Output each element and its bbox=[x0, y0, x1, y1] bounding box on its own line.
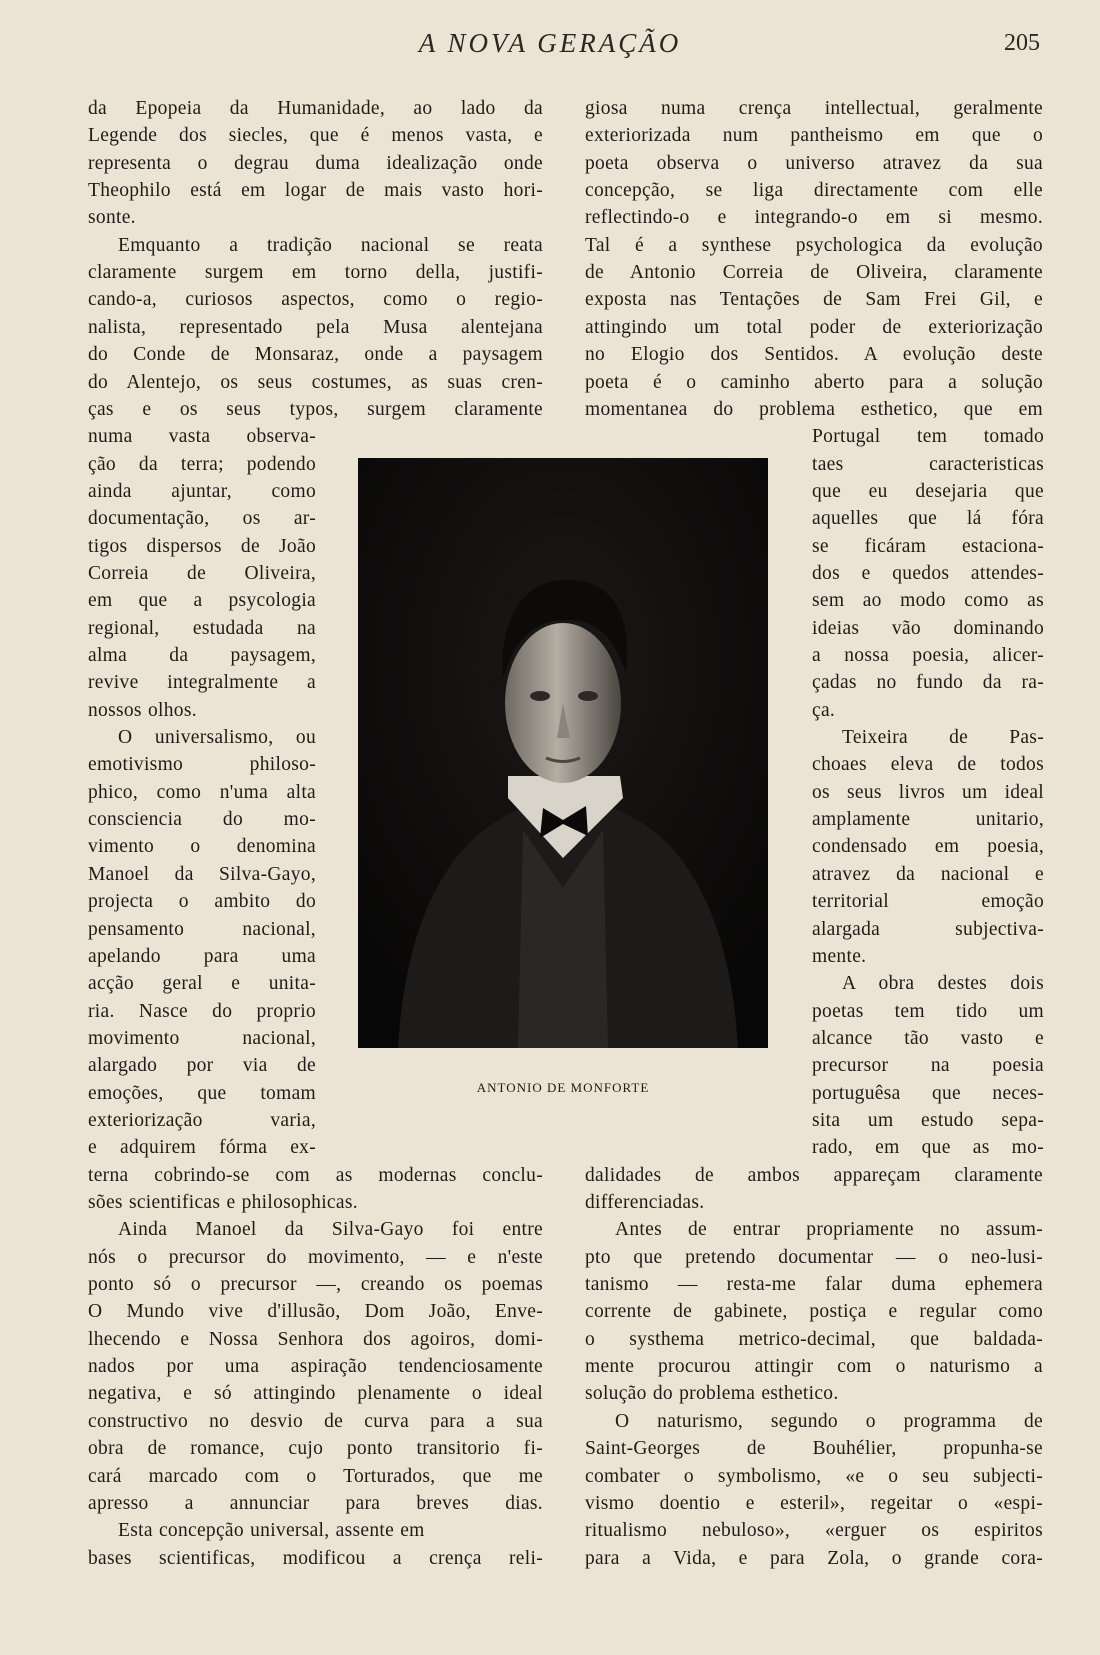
left-col-line: movimento nacional, bbox=[88, 1027, 316, 1049]
right-col-line: a nossa poesia, alicer- bbox=[812, 645, 1044, 666]
left-col-line: ainda ajuntar, como bbox=[88, 480, 316, 502]
right-col-line: taes caracteristicas bbox=[812, 453, 1044, 475]
right-col-line: Antes de entrar propriamente no assum- bbox=[615, 1219, 1043, 1241]
right-col-line: que eu desejaria que bbox=[812, 480, 1044, 502]
right-col-line: Saint-Georges de Bouhélier, propunha-se bbox=[585, 1438, 1043, 1460]
left-col-line: Legende dos siecles, que é menos vasta, e bbox=[88, 125, 543, 147]
left-col-line: negativa, e só attingindo plenamente o ideal bbox=[88, 1383, 543, 1405]
left-col-line: nossos olhos. bbox=[88, 699, 197, 721]
left-col-line: acção geral e unita- bbox=[88, 973, 316, 995]
left-col-line: da Epopeia da Humanidade, ao lado da bbox=[88, 98, 543, 119]
left-col-line: ças e os seus typos, surgem claramente bbox=[88, 398, 543, 420]
right-col-line: Portugal tem tomado bbox=[812, 426, 1044, 448]
right-col-line: vismo doentio e esteril», regeitar o «espi- bbox=[585, 1492, 1043, 1514]
left-col-line: e adquirem fórma ex- bbox=[88, 1137, 316, 1159]
left-col-line: ponto só o precursor —, creando os poemas bbox=[88, 1274, 543, 1296]
right-col-line: precursor na poesia bbox=[812, 1055, 1044, 1077]
left-col-line: do Conde de Monsaraz, onde a paysagem bbox=[88, 344, 543, 366]
right-col-line: reflectindo-o e integrando-o em si mesmo. bbox=[585, 207, 1043, 229]
right-col-line: sita um estudo sepa- bbox=[812, 1109, 1044, 1131]
right-col-line: rado, em que as mo- bbox=[812, 1137, 1044, 1159]
left-col-line: Ainda Manoel da Silva-Gayo foi entre bbox=[118, 1219, 543, 1241]
right-col-line: de Antonio Correia de Oliveira, claramente bbox=[585, 262, 1043, 284]
right-col-line: exteriorizada num pantheismo em que o bbox=[585, 125, 1043, 147]
left-col-line: numa vasta observa- bbox=[88, 426, 316, 448]
left-col-line: representa o degrau duma idealização onde bbox=[88, 152, 543, 174]
left-col-line: Manoel da Silva-Gayo, bbox=[88, 863, 316, 885]
left-col-line: ção da terra; podendo bbox=[88, 453, 316, 475]
left-col-line: vimento o denomina bbox=[88, 836, 316, 858]
left-col-line: revive integralmente a bbox=[88, 672, 316, 694]
left-col-line: lhecendo e Nossa Senhora dos agoiros, domi- bbox=[88, 1328, 543, 1350]
right-col-line: poeta observa o universo atravez da sua bbox=[585, 152, 1043, 174]
right-col-line: atravez da nacional e bbox=[812, 863, 1044, 885]
right-col-line: choaes eleva de todos bbox=[812, 754, 1044, 776]
right-col-line: no Elogio dos Sentidos. A evolução deste bbox=[585, 344, 1043, 366]
right-col-line: alcance tão vasto e bbox=[812, 1027, 1044, 1049]
right-col-line: o systhema metrico-decimal, que baldada- bbox=[585, 1328, 1043, 1350]
right-col-line: Teixeira de Pas- bbox=[842, 727, 1044, 749]
left-col-line: sões scientificas e philosophicas. bbox=[88, 1192, 358, 1213]
photo-caption: ANTONIO DE MONFORTE bbox=[476, 1080, 650, 1095]
left-col-line: sonte. bbox=[88, 207, 136, 229]
left-col-line: cará marcado com o Torturados, que me bbox=[88, 1465, 543, 1487]
right-col-line: corrente de gabinete, postiça e regular como bbox=[585, 1301, 1043, 1323]
portrait-photograph bbox=[358, 458, 768, 1048]
left-col-line: terna cobrindo-se com as modernas conclu- bbox=[88, 1164, 543, 1186]
right-col-line: alargada subjectiva- bbox=[812, 918, 1044, 940]
left-col-line: pensamento nacional, bbox=[88, 918, 316, 940]
left-col-line: apelando para uma bbox=[88, 945, 316, 967]
left-col-line: exteriorização varia, bbox=[88, 1109, 316, 1131]
left-col-line: documentação, os ar- bbox=[88, 508, 316, 530]
left-col-line: em que a psycologia bbox=[88, 590, 316, 612]
left-col-line: projecta o ambito do bbox=[88, 891, 316, 913]
right-col-line: se ficáram estaciona- bbox=[812, 535, 1044, 557]
left-col-line: Theophilo está em logar de mais vasto hori- bbox=[88, 180, 543, 202]
right-col-line: solução do problema esthetico. bbox=[585, 1383, 839, 1405]
right-col-line: mente. bbox=[812, 945, 867, 967]
right-col-line: mente procurou attingir com o naturismo a bbox=[585, 1356, 1043, 1378]
left-col-line: Esta concepção universal, assente em bbox=[118, 1520, 425, 1542]
right-col-line: ça. bbox=[812, 699, 836, 721]
left-col-line: O universalismo, ou bbox=[118, 727, 316, 749]
right-col-line: attingindo um total poder de exteriorização bbox=[585, 316, 1043, 338]
left-col-line: claramente surgem em torno della, justifi- bbox=[88, 262, 543, 284]
right-col-line: ritualismo nebuloso», «erguer os espiritos bbox=[585, 1520, 1043, 1542]
left-col-line: Correia de Oliveira, bbox=[88, 562, 316, 584]
right-col-line: A obra destes dois bbox=[842, 973, 1044, 995]
left-col-line: Emquanto a tradição nacional se reata bbox=[118, 234, 543, 256]
right-col-line: pto que pretendo documentar — o neo-lusi- bbox=[585, 1246, 1043, 1268]
right-col-line: çadas no fundo da ra- bbox=[812, 672, 1044, 694]
left-col-line: emotivismo philoso- bbox=[88, 754, 316, 776]
left-col-line: alargado por via de bbox=[88, 1055, 316, 1077]
right-col-line: exposta nas Tentações de Sam Frei Gil, e bbox=[585, 289, 1043, 311]
right-col-line: O naturismo, segundo o programma de bbox=[615, 1410, 1043, 1432]
right-col-line: tanismo — resta-me falar duma ephemera bbox=[585, 1274, 1043, 1296]
right-col-line: ideias vão dominando bbox=[812, 617, 1044, 639]
right-col-line: amplamente unitario, bbox=[812, 809, 1044, 831]
running-header-title: A NOVA GERAÇÃO bbox=[418, 28, 682, 58]
left-col-line: constructivo no desvio de curva para a sua bbox=[88, 1410, 543, 1432]
portrait-image bbox=[358, 458, 768, 1048]
left-col-line: emoções, que tomam bbox=[88, 1082, 316, 1104]
right-col-line: concepção, se liga directamente com elle bbox=[585, 180, 1043, 202]
left-col-line: tigos dispersos de João bbox=[88, 535, 316, 557]
right-col-line: portuguêsa que neces- bbox=[812, 1082, 1044, 1104]
right-col-line: dalidades de ambos appareçam claramente bbox=[585, 1164, 1043, 1186]
right-col-line: poeta é o caminho aberto para a solução bbox=[585, 371, 1043, 393]
right-col-line: territorial emoção bbox=[812, 891, 1044, 913]
right-col-line: os seus livros um ideal bbox=[812, 781, 1044, 803]
left-col-line: alma da paysagem, bbox=[88, 645, 316, 666]
left-col-line: nalista, representado pela Musa alentejana bbox=[88, 316, 543, 338]
right-col-line: dos e quedos attendes- bbox=[812, 562, 1044, 584]
left-col-line: ria. Nasce do proprio bbox=[88, 1000, 316, 1022]
right-col-line: poetas tem tido um bbox=[812, 1000, 1044, 1022]
right-col-line: giosa numa crença intellectual, geralmente bbox=[585, 98, 1043, 119]
left-col-line: regional, estudada na bbox=[88, 617, 316, 639]
right-col-line: Tal é a synthese psychologica da evolução bbox=[585, 234, 1043, 256]
left-col-line: apresso a annunciar para breves dias. bbox=[88, 1492, 543, 1514]
left-col-line: cando-a, curiosos aspectos, como o regio- bbox=[88, 289, 543, 311]
left-col-line: phico, como n'uma alta bbox=[88, 781, 316, 803]
left-col-line: consciencia do mo- bbox=[88, 809, 316, 831]
right-col-line: momentanea do problema esthetico, que em bbox=[585, 398, 1043, 420]
right-col-line: differenciadas. bbox=[585, 1192, 705, 1213]
left-col-line: bases scientificas, modificou a crença reli- bbox=[88, 1547, 543, 1569]
right-col-line: condensado em poesia, bbox=[812, 836, 1044, 858]
right-col-line: para a Vida, e para Zola, o grande cora- bbox=[585, 1547, 1043, 1569]
left-col-line: do Alentejo, os seus costumes, as suas cren- bbox=[88, 371, 543, 393]
left-col-line: nados por uma aspiração tendenciosamente bbox=[88, 1356, 543, 1378]
right-col-line: aquelles que lá fóra bbox=[812, 508, 1044, 530]
right-col-line: combater o symbolismo, «e o seu subjecti- bbox=[585, 1465, 1043, 1487]
page-number: 205 bbox=[1004, 30, 1040, 56]
left-col-line: obra de romance, cujo ponto transitorio fi- bbox=[88, 1438, 543, 1460]
left-col-line: O Mundo vive d'illusão, Dom João, Enve- bbox=[88, 1301, 543, 1323]
right-col-line: sem ao modo como as bbox=[812, 590, 1044, 612]
left-col-line: nós o precursor do movimento, — e n'este bbox=[88, 1246, 543, 1268]
